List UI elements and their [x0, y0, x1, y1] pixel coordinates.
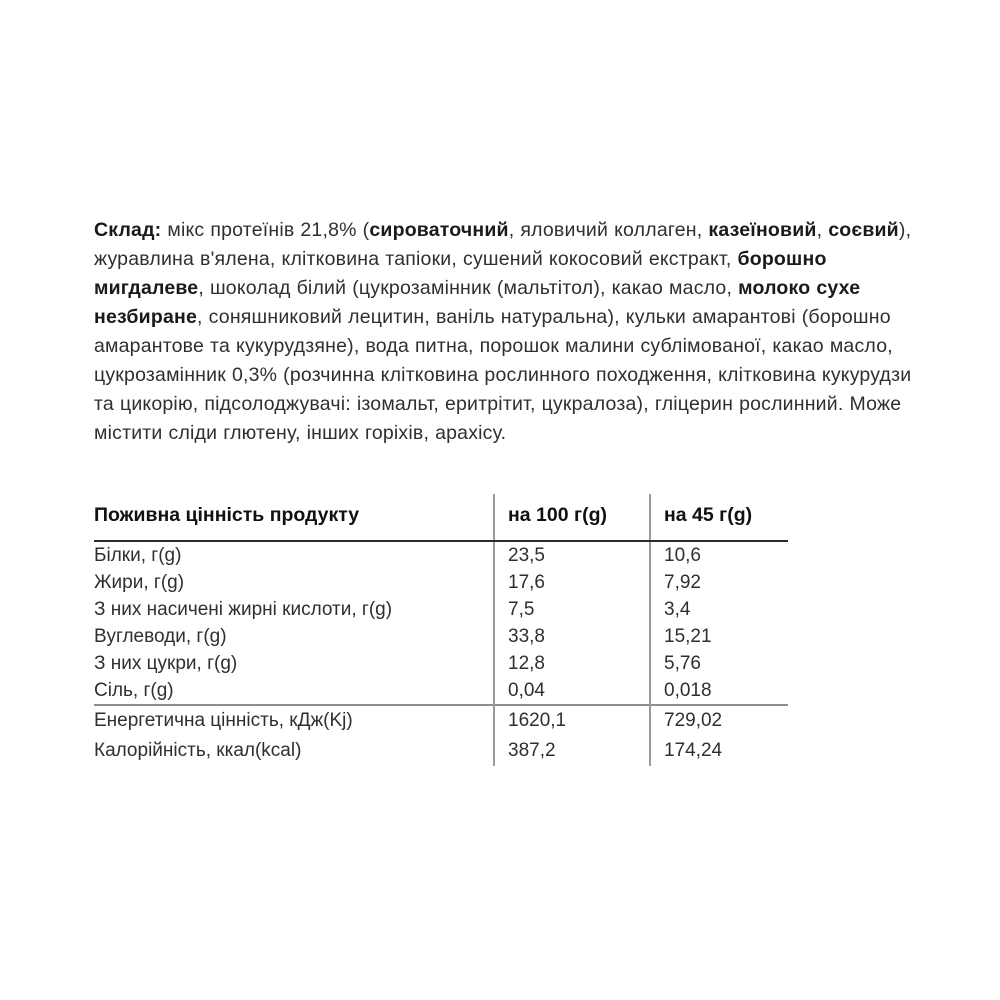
row-value-per100-main-1: 17,6	[494, 569, 650, 596]
table-row	[94, 541, 788, 569]
header-nutrition-label: Поживна цінність продукту	[94, 494, 494, 541]
row-value-per100-main-0: 23,5	[494, 541, 650, 569]
row-label-main-1: Жири, г(g)	[94, 572, 185, 593]
row-label-main-3: Вуглеводи, г(g)	[94, 626, 227, 647]
table-row	[94, 596, 788, 623]
row-value-per45-main-4: 5,76	[650, 650, 788, 677]
ingredient-text: , соняшниковий лецитин, ваніль натуральна), кульки амарантові (борошно амарантове та кукурудзяне), вода питна, порошок малини сублімованої, какао масло, цукрозамінник 0,3% (розчинна клітковина рослинного походження, клітковина кукурудзи та цикорію, підсолоджувачі: ізомальт, еритрітит, цукралоза), гліцерин рослинний. Може містити сліди глютену, інших горіхів, арахісу.	[94, 305, 918, 444]
header-per-100g: на 100 г(g)	[494, 494, 650, 541]
row-value-per100-main-5: 0,04	[494, 677, 650, 705]
row-value-per45-energy-1: 174,24	[650, 736, 788, 766]
table-body	[94, 541, 788, 766]
table-row	[94, 705, 788, 736]
ingredient-text: мікс протеїнів 21,8% (	[161, 218, 370, 241]
ingredient-emphasis: Склад:	[94, 218, 162, 241]
table-row	[94, 736, 788, 766]
row-value-per45-main-5: 0,018	[650, 677, 788, 705]
row-value-per100-main-3: 33,8	[494, 623, 650, 650]
ingredient-text: ), журавлина в'ялена, клітковина тапіоки, сушений кокосовий екстракт,	[94, 218, 918, 270]
header-per-45g: на 45 г(g)	[650, 494, 788, 541]
row-value-per100-main-2: 7,5	[494, 596, 650, 623]
ingredient-text: , шоколад білий (цукрозамінник (мальтітол), какао масло,	[198, 276, 739, 299]
ingredients-paragraph	[94, 216, 924, 448]
row-label-main-0: Білки, г(g)	[94, 545, 182, 566]
row-value-per45-main-1: 7,92	[650, 569, 788, 596]
row-value-per100-main-4: 12,8	[494, 650, 650, 677]
ingredient-text: , яловичий коллаген,	[508, 218, 709, 241]
table-row	[94, 677, 788, 705]
ingredient-emphasis: казеїновий	[708, 218, 817, 241]
row-value-per45-energy-0: 729,02	[650, 705, 788, 736]
table-row	[94, 623, 788, 650]
row-label-main-2: З них насичені жирні кислоти, г(g)	[94, 599, 393, 620]
table-row	[94, 569, 788, 596]
ingredient-text: ,	[816, 218, 829, 241]
ingredient-emphasis: сироваточний	[369, 218, 509, 241]
row-value-per100-energy-1: 387,2	[494, 736, 650, 766]
table-header-row	[94, 494, 788, 541]
table-header	[94, 494, 788, 541]
row-label-main-5: Сіль, г(g)	[94, 680, 174, 701]
row-value-per45-main-3: 15,21	[650, 623, 788, 650]
row-label-energy-0: Енергетична цінність, кДж(Kj)	[94, 705, 494, 736]
row-value-per45-main-0: 10,6	[650, 541, 788, 569]
ingredient-emphasis: соєвий	[828, 218, 899, 241]
ingredient-emphasis: борошно мигдалеве	[94, 247, 833, 299]
nutrition-facts-table	[94, 494, 788, 766]
ingredient-emphasis: молоко сухе незбиране	[94, 276, 867, 328]
table-row	[94, 650, 788, 677]
row-label-main-4: З них цукри, г(g)	[94, 653, 238, 674]
row-label-energy-1: Калорійність, ккал(kcal)	[94, 740, 302, 761]
row-value-per45-main-2: 3,4	[650, 596, 788, 623]
row-value-per100-energy-0: 1620,1	[494, 705, 650, 736]
